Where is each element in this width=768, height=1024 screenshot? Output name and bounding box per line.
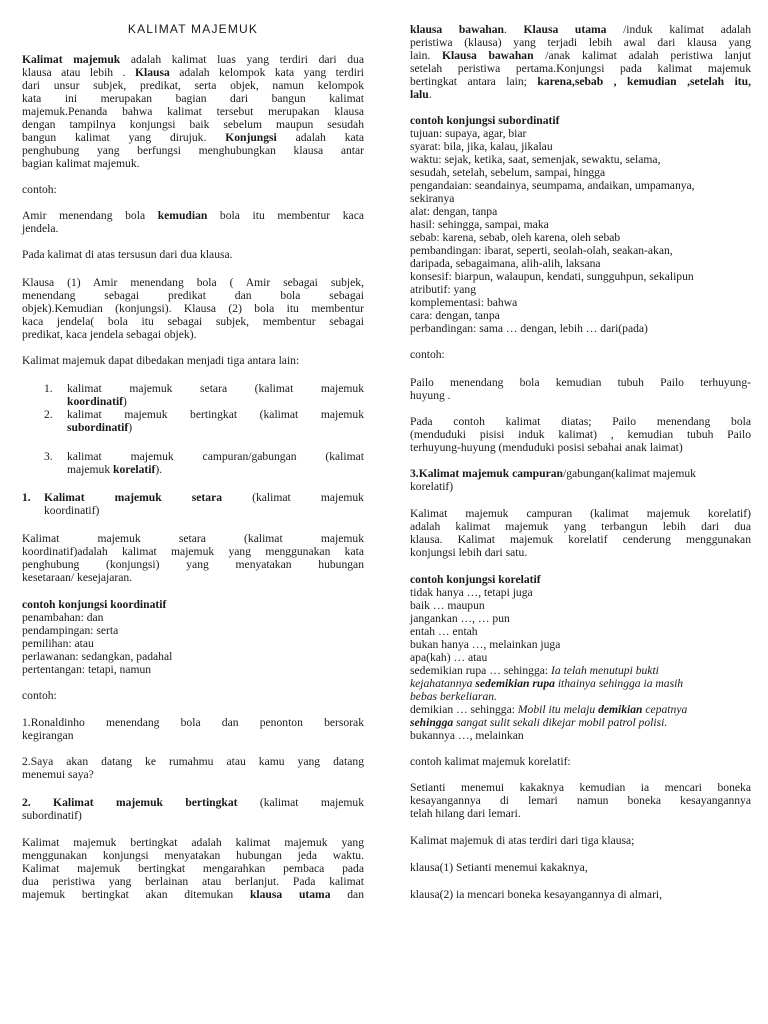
list-item: atributif: yang	[410, 283, 477, 296]
contoh-label: contoh kalimat majemuk korelatif:	[410, 755, 571, 768]
list-item: konsesif: biarpun, walaupun, kendati, sungguhpun, sekalipun	[410, 270, 694, 283]
list-item: pembandingan: ibarat, seperti, seolah-olah, seakan-akan,	[410, 244, 673, 257]
list-item: alat: dengan, tanpa	[410, 205, 498, 218]
clause-2: klausa(2) ia mencari boneka kesayangannya di almari,	[410, 888, 663, 901]
list-item: hasil: sehingga, sampai, maka	[410, 218, 549, 231]
analysis-sentence: Pada kalimat di atas tersusun dari dua klausa.	[22, 248, 233, 261]
list-item: komplementasi: bahwa	[410, 296, 518, 309]
list-item: pertentangan: tetapi, namun	[22, 663, 152, 676]
list-item: penambahan: dan	[22, 611, 104, 624]
korelatif-heading: contoh konjungsi korelatif	[410, 573, 541, 586]
list-item: entah … entah	[410, 625, 478, 638]
contoh-label: contoh:	[22, 183, 57, 196]
document-page: KALIMAT MAJEMUK Kalimat majemuk adalah kalimat luas yang terdiri dari dua klausa atau lebih . Klausa adalah kelompok kata yang terdiri dari unsur subjek, predikat, serta objek, namun kelompok kata ini merupakan bagian dari bangun kalimat majemuk.Penanda bahwa kalimat tersebut merupakan klausa dengan tampilnya konjungsi baik sebelum maupun sesudah bangun kalimat yang dirujuk. Konjungsi adalah kata penghubung yang berfungsi menghubungkan klausa antar bagian kalimat majemuk. contoh: Amir menendang bola kemudian bola itu membentur kaca jendela. Pada kalimat di atas tersusun dari dua klausa. Klausa (1) Amir menendang bola ( Amir sebagai subjek, menendang sebagai predikat dan bola sebagai objek).Kemudian (konjungsi). Klausa (2) bola itu membentur kaca jendela( bola itu sebagai subjek, membentur sebagai predikat, kaca jendela sebagai objek). Kalimat majemuk dapat dibedakan menjadi tiga antara lain: 1. kalimat majemuk setara (kalimat majemuk koordinatif) 2. kalimat majemuk bertingkat (kalimat majemuk subordinatif) 3. kalimat majemuk campuran/gabungan (kalimat majemuk korelatif). 1. Kalimat majemuk setara (kalimat majemuk koordinatif) Kalimat majemuk setara (kalimat majemuk koordinatif)adalah kalimat majemuk yang menggunakan kata penghubung (konjungsi) yang menyatakan hubungan kesetaraan/ kesejajaran. contoh konjungsi koordinatif penambahan: dan pendampingan: serta pemilihan: atau perlawanan: sedangkan, padahal pertentangan: tetapi, namun contoh: 1.Ronaldinho menendang bola dan penonton bersorak kegirangan 2.Saya akan datang ke rumahmu atau kamu yang datang menemui saya? 2. Kalimat majemuk bertingkat (kalimat majemuk subordinatif) Kalimat majemuk bertingkat adalah kalimat majemuk yang menggunakan konjungsi menyatakan hubungan jeda waktu. Kalimat majemuk bertingkat mengarahkan pembaca pada dua peristiwa yang berlainan atau berlanjut. Pada kalimat majemuk bertingkat akan ditemukan klausa utama dan klausa bawahan. Klausa utama /induk kalimat adalah peristiwa (klausa) yang terjadi lebih awal dari klausa yang lain. Klausa bawahan /anak kalimat adalah peristiwa lanjut setelah peristiwa pertama.Konjungsi pada kalimat majemuk bertingkat antara lain; karena,sebab , kemudian ,setelah itu, lalu. contoh konjungsi subordinatif tujuan: supaya, agar, biar syarat: bila, jika, kalau, jikalau waktu: sejak, ketika, saat, semenjak, sewaktu, selama, sesudah, setelah, sebelum, sampai, hingga pengandaian: seandainya, seumpama, andaikan, umpamanya, sekiranya alat: dengan, tanpa hasil: sehingga, sampai, maka sebab: karena, sebab, oleh karena, oleh sebab pembandingan: ibarat, seperti, seolah-olah, seakan-akan, daripada, sebagaimana, alih-alih, laksana konsesif: biarpun, walaupun, kendati, sungguhpun, sekalipun atributif: yang komplementasi: bahwa cara: dengan, tanpa perbandingan: sama … dengan, lebih … dari(pada) contoh: Pailo menendang bola kemudian tubuh Pailo terhuyung- huyung . Pada contoh kalimat diatas; Pailo menendang bola (menduduki pisisi induk kalimat) , kemudian tubuh Pailo terhuyung-huyung (menduduki posisi sebahai anak laimat) 3.Kalimat majemuk campuran/gabungan(kalimat majemuk korelatif) Kalimat majemuk campuran (kalimat majemuk korelatif) adalah kalimat majemuk yang terbangun lebih dari dua klausa. Kalimat majemuk korelatif cenderung menggunakan konjungsi lebih dari satu. contoh konjungsi korelatif tidak hanya …, tetapi juga baik … maupun jangankan …, … pun entah … entah bukan hanya …, melainkan juga apa(kah) … atau sedemikian rupa … sehingga: Ia telah menutupi bukti kejahatannya sedemikian rupa ithainya sehingga ia masih bebas berkeliaran. demikian … sehingga: Mobil itu melaju demikian cepatnya sehingga sangat sulit sekali dikejar mobil patrol polisi. bukannya …, melainkan contoh kalimat majemuk korelatif: Setianti menemui kakaknya kemudian ia mencari boneka kesayangannya di lemari namun boneka kesayangannya telah hilang dari lemari. Kalimat majemuk di atas terdiri dari tiga klausa; klausa(1) Setianti menemui kakaknya, klausa(2) ia mencari boneka kesayangannya di almari,	[0, 0, 768, 1024]
list-item: pendampingan: serta	[22, 624, 119, 637]
clause-intro: Kalimat majemuk di atas terdiri dari tiga klausa;	[410, 834, 635, 847]
list-item: cara: dengan, tanpa	[410, 309, 500, 322]
list-item: bukannya …, melainkan	[410, 729, 524, 742]
list-item: sebab: karena, sebab, oleh karena, oleh sebab	[410, 231, 621, 244]
list-item: demikian … sehingga: Mobil itu melaju demikian cepatnya	[410, 703, 688, 716]
list-item: sekiranya	[410, 192, 455, 205]
list-item: sehingga sangat sulit sekali dikejar mobil patrol polisi.	[410, 716, 668, 729]
list-item: tujuan: supaya, agar, biar	[410, 127, 527, 140]
list-item: waktu: sejak, ketika, saat, semenjak, sewaktu, selama,	[410, 153, 661, 166]
list-item: jangankan …, … pun	[410, 612, 510, 625]
list-item: perbandingan: sama … dengan, lebih … dari(pada)	[410, 322, 648, 335]
clause-1: klausa(1) Setianti menemui kakaknya,	[410, 861, 588, 874]
list-item: sedemikian rupa … sehingga: Ia telah menutupi bukti	[410, 664, 659, 677]
subordinatif-heading: contoh konjungsi subordinatif	[410, 114, 560, 127]
list-item: tidak hanya …, tetapi juga	[410, 586, 533, 599]
list-item: kejahatannya sedemikian rupa ithainya sehingga ia masih	[410, 677, 684, 690]
term-konjungsi: Konjungsi	[225, 131, 277, 144]
list-item: pemilihan: atau	[22, 637, 94, 650]
list-item: perlawanan: sedangkan, padahal	[22, 650, 173, 663]
list-item: bebas berkeliaran.	[410, 690, 497, 703]
list-item: bukan hanya …, melainkan juga	[410, 638, 561, 651]
types-intro: Kalimat majemuk dapat dibedakan menjadi tiga antara lain:	[22, 354, 300, 367]
list-item: syarat: bila, jika, kalau, jikalau	[410, 140, 553, 153]
list-item: apa(kah) … atau	[410, 651, 488, 664]
contoh-label: contoh:	[410, 348, 445, 361]
page-title: KALIMAT MAJEMUK	[127, 22, 259, 36]
term-klausa: Klausa	[134, 66, 170, 79]
list-item: sesudah, setelah, sebelum, sampai, hingga	[410, 166, 606, 179]
list-item: pengandaian: seandainya, seumpama, andaikan, umpamanya,	[410, 179, 695, 192]
list-item: baik … maupun	[410, 599, 485, 612]
term-kalimat-majemuk: Kalimat majemuk	[22, 53, 121, 66]
koordinatif-heading: contoh konjungsi koordinatif	[22, 598, 167, 611]
list-item: daripada, sebagaimana, alih-alih, laksana	[410, 257, 601, 270]
contoh-label: contoh:	[22, 689, 57, 702]
